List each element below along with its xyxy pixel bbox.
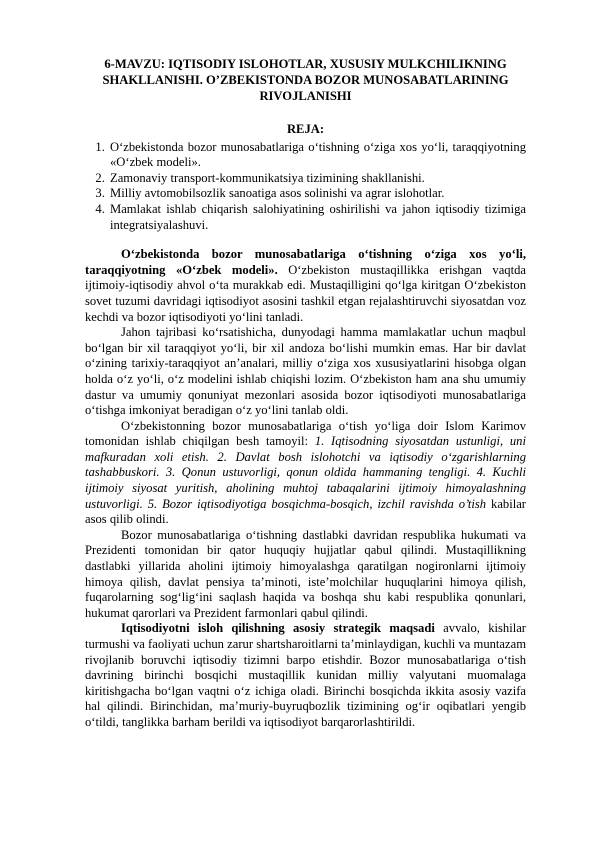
paragraph-text: Bozor munosabatlariga o‘tishning dastlabki davridan respublika hukumati va Prezidenti tomonidan bir qator huquqiy hujjatlar qabul qilindi. Mustaqillikning dastlabki yillarida aholini ijtimoiy himoyalashga qaratilgan nogironlarni ijtimoiy himoya qilish, davlat pensiya ta’minoti, iste’molchilar huquqlarini himoya qilish, fuqarolarning sog‘lig‘ini saqlash haqida va boshqa shu kabi respublika qonunlari, hukumat qarorlari va Prezident farmonlari qabul qilindi. (85, 527, 526, 620)
principles-italic-text: 1. Iqtisodning siyosatdan ustunligi, uni mafkuradan xoli etish. 2. Davlat bosh islohotchi va iqtisodiy o‘zgarishlarning tashabbuskori. 3. Qonun ustuvorligi, qonun oldida hammaning tengligi. 4. Kuchli ijtimoiy siyosat yuritish, aholining muhtoj tabaqalarini ijtimoiy himoyalashning ustuvorligi. 5. Bozor iqtisodiyotiga bosqichma-bosqich, izchil ravishda o’tish (85, 434, 526, 511)
paragraph-heading: Iqtisodiyotni isloh qilishning asosiy strategik maqsadi (121, 621, 435, 636)
paragraph-text: O‘zbekistonning bozor munosabatlariga o‘tish yo‘liga doir Islom Karimov tomonidan ishlab chiqilgan besh tamoyil: (85, 418, 526, 449)
paragraph-strategic-goal (85, 621, 526, 730)
paragraph-five-principles (85, 419, 526, 528)
plan-item: 1. O‘zbekistonda bozor munosabatlariga o‘tishning o‘ziga xos yo‘li, taraqqiyotning «O‘zbek modeli». (108, 140, 526, 171)
paragraph-heading: O‘zbekistonda bozor munosabatlariga o‘tishning o‘ziga xos yo‘li, taraqqiyotning «O‘zbek modeli». (85, 247, 526, 277)
plan-item: 4. Mamlakat ishlab chiqarish salohiyatining oshirilishi va jahon iqtisodiy tizimiga integratsiyalashuvi. (108, 202, 526, 233)
plan-list (85, 140, 526, 234)
paragraph-world-experience (85, 325, 526, 419)
paragraph-text: O‘zbekiston mustaqillikka erishgan vaqtda ijtimoiy-iqtisodiy ahvol o‘ta murakkab edi. Mustaqilligini qo‘lga kiritgan O‘zbekiston sovet tuzumi davridagi iqtisodiyot asosini tashkil etgan rejalashtiruvchi siyosatdan voz kechdi va bozor iqtisodiyoti yo‘lini tanladi. (85, 262, 526, 324)
plan-item: 2. Zamonaviy transport-kommunikatsiya tizimining shakllanishi. (108, 171, 526, 187)
plan-item: 3. Milliy avtomobilsozlik sanoatiga asos solinishi va agrar islohotlar. (108, 186, 526, 202)
paragraph-text: kabilar asos qilib olindi. (85, 496, 526, 527)
plan-heading: REJA: (286, 122, 325, 136)
paragraph-text: avvalo, kishilar turmushi va faoliyati uchun zarur shartsharoitlarni ta’minlaydigan, kuchli va muntazam rivojlanib boruvchi iqtisodiy tizimni barpo etishdir. Bozor munosabatlariga o‘tish davrining birinchi bosqichi mustaqillik kunidan milliy valyutani muomalaga kiritishgacha bo‘lgan vaqtni o‘z ichiga oladi. Birinchi bosqichda ikkita asosiy vazifa hal qilindi. Birinchidan, ma’muriy-buyruqbozlik tizimining og‘ir oqibatlari yengib o‘tildi, tanglikka barham berildi va iqtisodiyot barqarorlashtirildi. (85, 621, 526, 729)
document-title: 6-MAVZU: IQTISODIY ISLOHOTLAR, XUSUSIY MULKCHILIKNING SHAKLLANISHI. O’ZBEKISTONDA BOZOR MUNOSABATLARINING RIVOJLANISHI (102, 57, 509, 103)
paragraph-legal-documents (85, 528, 526, 622)
paragraph-text: Jahon tajribasi ko‘rsatishicha, dunyodagi hamma mamlakatlar uchun maqbul bo‘lgan bir xil taraqqiyot yo‘li, bir xil andoza bo‘lishi mumkin emas. Har bir davlat o‘zining tarixiy-taraqqiyot an’analari, milliy o‘ziga xos xususiyatlarini hisobga olgan holda o‘z yo‘li, o‘z modelini ishlab chiqishi lozim. O‘zbekiston ham ana shu umumiy dastur va umumiy qonuniyat mezonlari asosida bozor iqtisodiyoti munosabatlariga o‘tishga imkoniyat beradigan o‘z yo‘lini tanlab oldi. (85, 325, 526, 418)
paragraph-uzbek-model (85, 247, 526, 325)
